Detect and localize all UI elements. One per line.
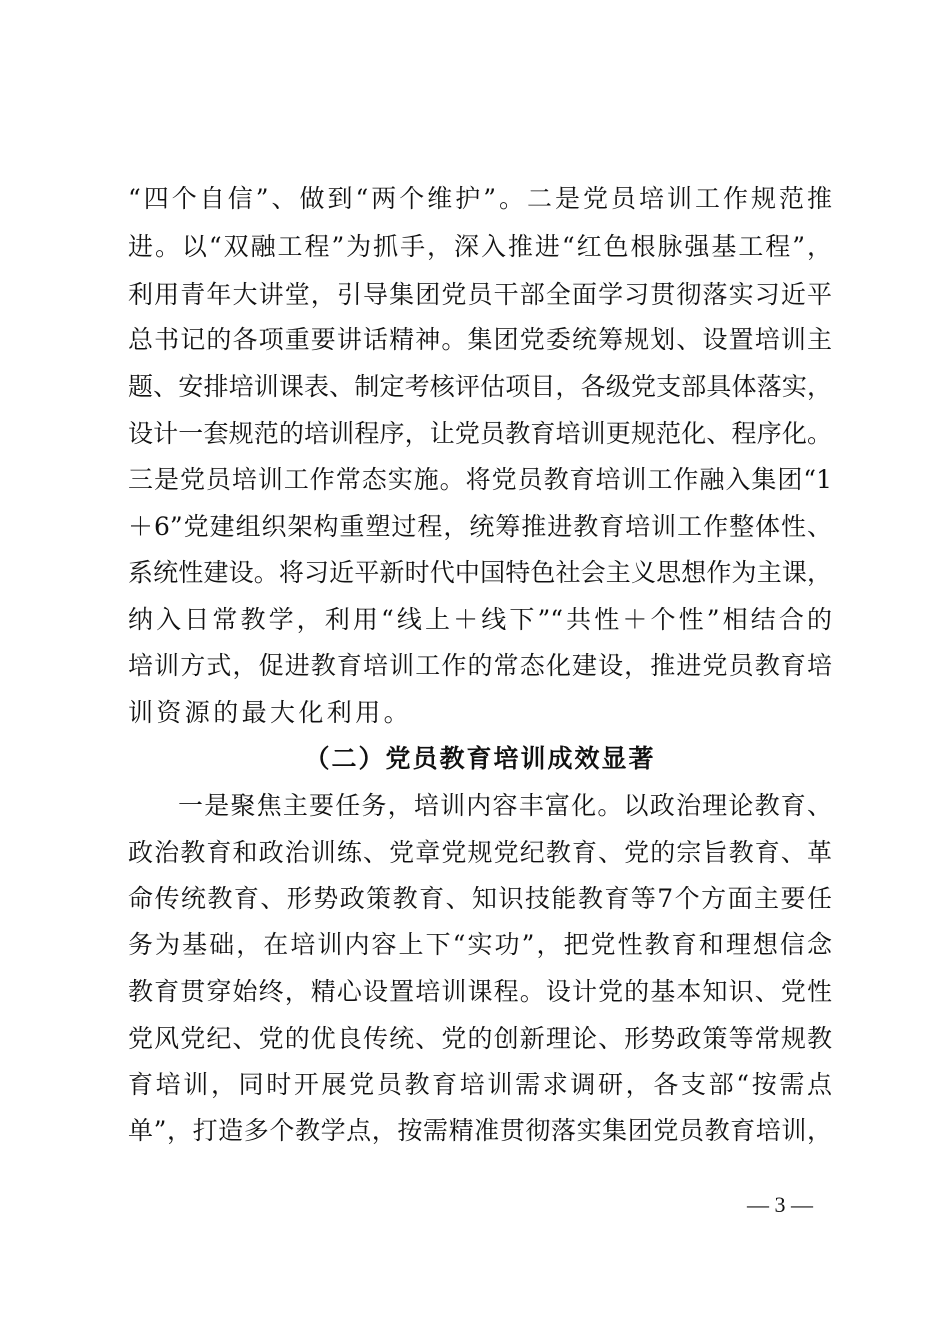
paragraph1-line: 培训方式，促进教育培训工作的常态化建设，推进党员教育培: [128, 651, 832, 680]
paragraph2-line: 务为基础，在培训内容上下“实功”，把党性教育和理想信念: [128, 930, 832, 959]
paragraph2-line: 一是聚焦主要任务，培训内容丰富化。以政治理论教育、: [178, 791, 832, 820]
paragraph1-line: 利用青年大讲堂，引导集团党员干部全面学习贯彻落实习近平: [128, 280, 832, 309]
paragraph1-line: 总书记的各项重要讲话精神。集团党委统筹规划、设置培训主: [128, 325, 832, 354]
paragraph1-line: 三是党员培训工作常态实施。将党员教育培训工作融入集团“1: [128, 465, 832, 494]
paragraph2-line: 育培训，同时开展党员教育培训需求调研，各支部“按需点: [128, 1070, 832, 1099]
paragraph2-line: 政治教育和政治训练、党章党规党纪教育、党的宗旨教育、革: [128, 838, 832, 867]
paragraph1-line: ＋6”党建组织架构重塑过程，统筹推进教育培训工作整体性、: [128, 512, 832, 541]
paragraph2-line: 命传统教育、形势政策教育、知识技能教育等7个方面主要任: [128, 884, 832, 913]
paragraph2-line: 教育贯穿始终，精心设置培训课程。设计党的基本知识、党性: [128, 977, 832, 1006]
paragraph1-line: 系统性建设。将习近平新时代中国特色社会主义思想作为主课，: [128, 558, 832, 587]
paragraph2-line: 党风党纪、党的优良传统、党的创新理论、形势政策等常规教: [128, 1024, 832, 1053]
paragraph2-line: 单”，打造多个教学点，按需精准贯彻落实集团党员教育培训，: [128, 1116, 832, 1145]
paragraph1-line: 训资源的最大化利用。: [128, 698, 413, 727]
paragraph1-line: 设计一套规范的培训程序，让党员教育培训更规范化、程序化。: [128, 419, 832, 448]
section-heading: （二）党员教育培训成效显著: [304, 744, 656, 773]
paragraph1-line: 进。以“双融工程”为抓手，深入推进“红色根脉强基工程”，: [128, 232, 832, 261]
paragraph1-line: “四个自信”、做到“两个维护”。二是党员培训工作规范推: [128, 184, 832, 213]
paragraph1-line: 题、安排培训课表、制定考核评估项目，各级党支部具体落实，: [128, 372, 832, 401]
page-number: — 3 —: [747, 1192, 813, 1217]
paragraph1-line: 纳入日常教学，利用“线上＋线下”“共性＋个性”相结合的: [128, 605, 832, 634]
